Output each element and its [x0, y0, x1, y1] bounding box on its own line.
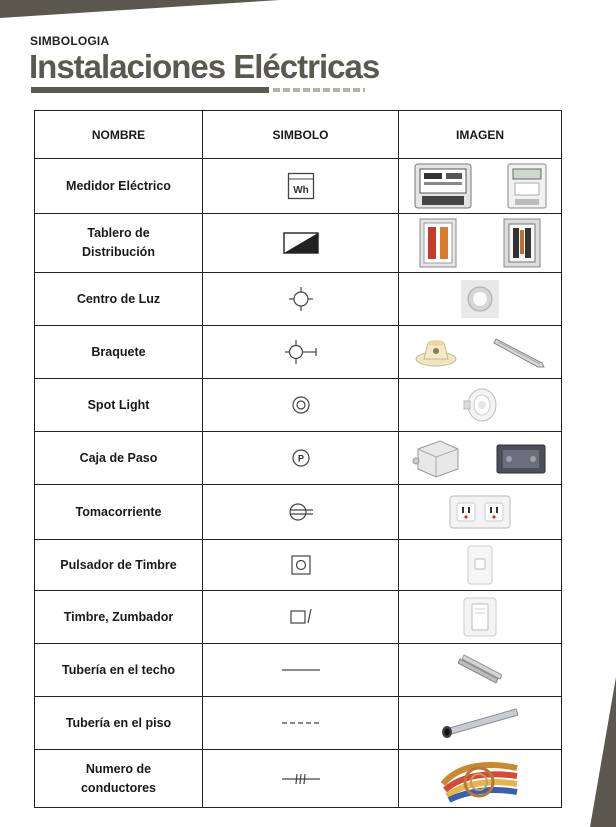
- symbol-cell: [203, 159, 399, 214]
- image-cell: [399, 485, 562, 540]
- corner-decoration-bottom: [590, 677, 616, 827]
- outlet-symbol-icon: [287, 501, 315, 523]
- distribution-board-symbol-icon: [283, 232, 319, 254]
- image-cell: [399, 750, 562, 808]
- row-name: Tubería en el techo: [35, 644, 203, 697]
- row-name: Caja de Paso: [35, 432, 203, 485]
- table-row: [35, 273, 562, 326]
- image-cell: [399, 326, 562, 379]
- metal-box-photo-icon: [493, 437, 549, 479]
- image-cell: [399, 644, 562, 697]
- doorbell-button-photo-icon: [467, 545, 493, 585]
- symbol-cell: [203, 540, 399, 591]
- table-row: [35, 159, 562, 214]
- row-name: Tubería en el piso: [35, 697, 203, 750]
- column-header-simbolo: SIMBOLO: [203, 111, 399, 159]
- symbol-cell: [203, 697, 399, 750]
- table-row: [35, 432, 562, 485]
- row-name: Spot Light: [35, 379, 203, 432]
- conductor-cables-photo-icon: [439, 754, 521, 804]
- ceiling-light-photo-icon: [461, 280, 499, 318]
- row-name: Centro de Luz: [35, 273, 203, 326]
- light-center-symbol-icon: [288, 286, 314, 312]
- image-cell: [399, 432, 562, 485]
- symbol-table: [34, 110, 562, 808]
- table-row: [35, 326, 562, 379]
- wall-fixture-photo-icon: [492, 333, 548, 371]
- buzzer-photo-icon: [463, 597, 497, 637]
- wall-bracket-symbol-icon: [284, 339, 318, 365]
- junction-box-symbol-icon: [290, 447, 312, 469]
- table-row: [35, 379, 562, 432]
- table-row: [35, 644, 562, 697]
- image-cell: [399, 159, 562, 214]
- digital-meter-photo-icon: [507, 163, 547, 209]
- table-row: [35, 591, 562, 644]
- buzzer-symbol-icon: [289, 607, 313, 627]
- meter-photo-icon: [414, 163, 472, 209]
- image-cell: [399, 697, 562, 750]
- row-name: Medidor Eléctrico: [35, 159, 203, 214]
- lamp-holder-photo-icon: [413, 335, 459, 369]
- panel-board-photo-icon: [419, 218, 457, 268]
- table-row: [35, 485, 562, 540]
- corner-decoration-top: [0, 0, 280, 18]
- row-name: Pulsador de Timbre: [35, 540, 203, 591]
- load-center-photo-icon: [503, 218, 541, 268]
- image-cell: [399, 379, 562, 432]
- image-cell: [399, 273, 562, 326]
- row-name: Timbre, Zumbador: [35, 591, 203, 644]
- image-cell: [399, 591, 562, 644]
- column-header-imagen: IMAGEN: [399, 111, 562, 159]
- symbol-cell: [203, 379, 399, 432]
- page-title: Instalaciones Eléctricas: [29, 48, 380, 85]
- symbol-cell: [203, 485, 399, 540]
- row-name: Braquete: [35, 326, 203, 379]
- title-dotted-line: [273, 88, 365, 92]
- column-header-nombre: NOMBRE: [35, 111, 203, 159]
- conductor-count-symbol-icon: [281, 772, 321, 786]
- symbol-cell: [203, 326, 399, 379]
- row-name: Tablero de Distribución: [35, 214, 203, 273]
- meter-symbol-label: Wh: [292, 185, 309, 196]
- meter-symbol-icon: [287, 172, 315, 200]
- symbol-cell: [203, 750, 399, 808]
- junction-box-symbol-label: P: [297, 453, 304, 464]
- title-underline: [31, 87, 269, 93]
- symbol-cell: [203, 591, 399, 644]
- row-name: Numero de conductores: [35, 750, 203, 808]
- symbol-cell: [203, 432, 399, 485]
- symbol-cell: [203, 214, 399, 273]
- table-header-row: [35, 111, 562, 159]
- ceiling-pipe-symbol-icon: [281, 667, 321, 673]
- table-row: [35, 214, 562, 273]
- image-cell: [399, 214, 562, 273]
- conduit-pipes-photo-icon: [458, 653, 502, 687]
- pvc-pipe-photo-icon: [440, 705, 520, 741]
- table-row: [35, 750, 562, 808]
- junction-box-photo-icon: [412, 437, 462, 479]
- doorbell-button-symbol-icon: [290, 554, 312, 576]
- section-eyebrow: SIMBOLOGIA: [30, 34, 110, 48]
- table-row: [35, 697, 562, 750]
- symbol-cell: [203, 644, 399, 697]
- row-name: Tomacorriente: [35, 485, 203, 540]
- outlet-photo-icon: [449, 495, 511, 529]
- floor-pipe-symbol-icon: [281, 720, 321, 726]
- spot-light-photo-icon: [460, 385, 500, 425]
- image-cell: [399, 540, 562, 591]
- symbol-cell: [203, 273, 399, 326]
- table-row: [35, 540, 562, 591]
- spot-light-symbol-icon: [290, 394, 312, 416]
